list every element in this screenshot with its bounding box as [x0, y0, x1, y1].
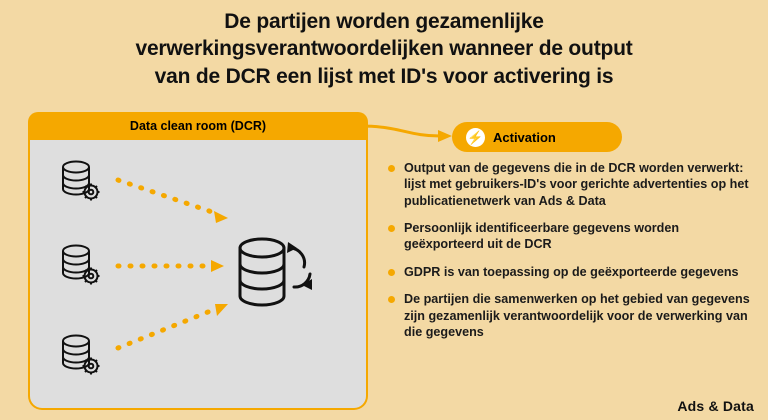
- list-item-text: De partijen die samenwerken op het gebied van gegevens zijn gezamenlijk verantwoordelijk voor de verwerking van die gegevens: [404, 292, 750, 339]
- bullet-dot-icon: [388, 225, 395, 232]
- bullet-dot-icon: [388, 296, 395, 303]
- page-title: [0, 8, 768, 90]
- database-gear-icon: [58, 332, 104, 380]
- dcr-panel-header: [28, 112, 368, 140]
- list-item: [388, 220, 750, 253]
- list-item: [388, 264, 750, 280]
- lightning-bolt-icon: ⚡: [467, 129, 484, 145]
- database-sync-icon: [232, 228, 320, 318]
- brand-logo: Ads & Data: [677, 398, 754, 414]
- activation-label: Activation: [493, 129, 556, 145]
- page-title-line-3: van de DCR een lijst met ID's voor activering is: [154, 64, 614, 88]
- bullet-dot-icon: [388, 165, 395, 172]
- database-gear-icon: [58, 158, 104, 206]
- activation-badge[interactable]: [452, 122, 622, 152]
- bullet-dot-icon: [388, 269, 395, 276]
- list-item: [388, 160, 750, 209]
- list-item-text: GDPR is van toepassing op de geëxporteerde gegevens: [404, 264, 739, 279]
- dcr-panel-header-label: Data clean room (DCR): [129, 119, 267, 133]
- database-gear-icon: [58, 242, 104, 290]
- list-item-text: Persoonlijk identificeerbare gegevens worden geëxporteerd uit de DCR: [404, 221, 680, 252]
- activation-bullet-list: [388, 160, 750, 351]
- page-title-line-1: De partijen worden gezamenlijke: [224, 10, 544, 33]
- page-title-line-2: verwerkingsverantwoordelijken wanneer de output: [135, 37, 633, 61]
- list-item: [388, 291, 750, 340]
- list-item-text: Output van de gegevens die in de DCR worden verwerkt: lijst met gebruikers-ID's voor gerichte advertenties op het publicatienetwerk van Ads & Data: [404, 161, 749, 208]
